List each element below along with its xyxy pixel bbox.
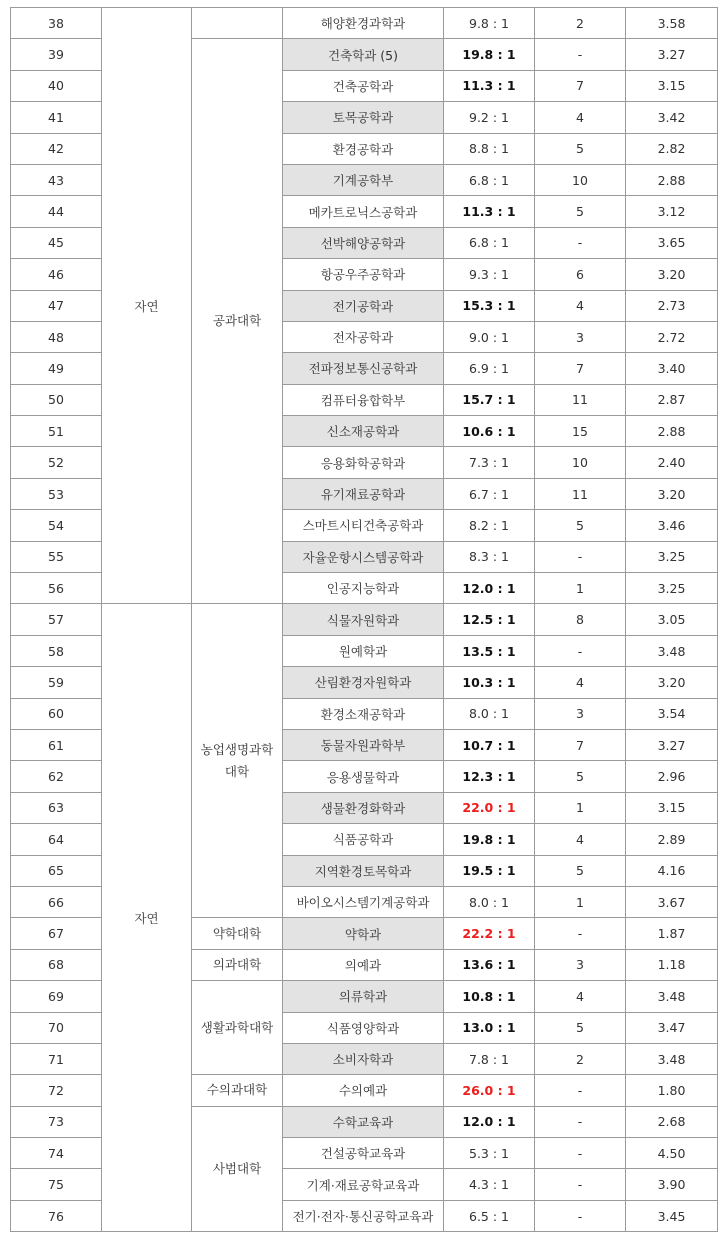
college-cell: 의과대학 [192, 949, 283, 980]
competition-ratio-cell: 6.8 : 1 [444, 164, 535, 195]
grade-cell: 2.96 [626, 761, 718, 792]
competition-ratio-cell: 8.0 : 1 [444, 698, 535, 729]
waitlist-cell: 1 [535, 573, 626, 604]
department-cell: 응용생물학과 [283, 761, 444, 792]
grade-cell: 3.48 [626, 635, 718, 666]
row-number-cell: 49 [11, 353, 102, 384]
grade-cell: 2.87 [626, 384, 718, 415]
department-cell: 항공우주공학과 [283, 259, 444, 290]
grade-cell: 3.48 [626, 1043, 718, 1074]
competition-ratio-cell: 13.6 : 1 [444, 949, 535, 980]
competition-ratio-cell: 10.7 : 1 [444, 729, 535, 760]
department-cell: 신소재공학과 [283, 416, 444, 447]
row-number-cell: 66 [11, 886, 102, 917]
department-cell: 유기재료공학과 [283, 478, 444, 509]
department-cell: 컴퓨터융합학부 [283, 384, 444, 415]
competition-ratio-cell: 19.8 : 1 [444, 824, 535, 855]
competition-ratio-cell: 10.3 : 1 [444, 667, 535, 698]
grade-cell: 1.87 [626, 918, 718, 949]
grade-cell: 3.90 [626, 1169, 718, 1200]
waitlist-cell: 5 [535, 133, 626, 164]
waitlist-cell: 11 [535, 384, 626, 415]
grade-cell: 3.05 [626, 604, 718, 635]
grade-cell: 3.15 [626, 70, 718, 101]
competition-ratio-cell: 22.2 : 1 [444, 918, 535, 949]
waitlist-cell: 10 [535, 447, 626, 478]
competition-ratio-cell: 9.8 : 1 [444, 8, 535, 39]
waitlist-cell: 5 [535, 510, 626, 541]
row-number-cell: 70 [11, 1012, 102, 1043]
college-cell: 사범대학 [192, 1106, 283, 1232]
grade-cell: 3.54 [626, 698, 718, 729]
competition-ratio-cell: 5.3 : 1 [444, 1138, 535, 1169]
grade-cell: 3.20 [626, 667, 718, 698]
department-cell: 해양환경과학과 [283, 8, 444, 39]
row-number-cell: 57 [11, 604, 102, 635]
waitlist-cell: 4 [535, 290, 626, 321]
department-cell: 약학과 [283, 918, 444, 949]
grade-cell: 3.47 [626, 1012, 718, 1043]
waitlist-cell: 1 [535, 886, 626, 917]
department-cell: 수의예과 [283, 1075, 444, 1106]
competition-ratio-cell: 12.5 : 1 [444, 604, 535, 635]
waitlist-cell: 1 [535, 792, 626, 823]
row-number-cell: 62 [11, 761, 102, 792]
waitlist-cell: 6 [535, 259, 626, 290]
department-cell: 산림환경자원학과 [283, 667, 444, 698]
row-number-cell: 67 [11, 918, 102, 949]
grade-cell: 3.12 [626, 196, 718, 227]
department-cell: 인공지능학과 [283, 573, 444, 604]
department-cell: 전자공학과 [283, 321, 444, 352]
row-number-cell: 45 [11, 227, 102, 258]
competition-ratio-cell: 15.3 : 1 [444, 290, 535, 321]
college-cell: 농업생명과학 대학 [192, 604, 283, 918]
waitlist-cell: 11 [535, 478, 626, 509]
competition-ratio-cell: 7.8 : 1 [444, 1043, 535, 1074]
competition-ratio-cell: 13.0 : 1 [444, 1012, 535, 1043]
competition-ratio-cell: 8.0 : 1 [444, 886, 535, 917]
department-cell: 자율운항시스템공학과 [283, 541, 444, 572]
competition-ratio-cell: 19.8 : 1 [444, 39, 535, 70]
row-number-cell: 71 [11, 1043, 102, 1074]
row-number-cell: 51 [11, 416, 102, 447]
grade-cell: 3.65 [626, 227, 718, 258]
grade-cell: 2.73 [626, 290, 718, 321]
grade-cell: 3.15 [626, 792, 718, 823]
grade-cell: 3.27 [626, 729, 718, 760]
department-cell: 선박해양공학과 [283, 227, 444, 258]
waitlist-cell: 4 [535, 667, 626, 698]
row-number-cell: 76 [11, 1200, 102, 1231]
track-cell: 자연 [102, 8, 192, 604]
row-number-cell: 41 [11, 102, 102, 133]
table-row [11, 8, 718, 39]
row-number-cell: 60 [11, 698, 102, 729]
grade-cell: 2.88 [626, 416, 718, 447]
waitlist-cell: - [535, 1075, 626, 1106]
competition-ratio-cell: 9.2 : 1 [444, 102, 535, 133]
department-cell: 건축공학과 [283, 70, 444, 101]
college-cell: 생활과학대학 [192, 981, 283, 1075]
row-number-cell: 75 [11, 1169, 102, 1200]
competition-ratio-cell: 4.3 : 1 [444, 1169, 535, 1200]
row-number-cell: 68 [11, 949, 102, 980]
competition-ratio-cell: 8.2 : 1 [444, 510, 535, 541]
department-cell: 식물자원학과 [283, 604, 444, 635]
department-cell: 전기·전자·통신공학교육과 [283, 1200, 444, 1231]
department-cell: 의예과 [283, 949, 444, 980]
waitlist-cell: 15 [535, 416, 626, 447]
row-number-cell: 55 [11, 541, 102, 572]
competition-ratio-cell: 6.8 : 1 [444, 227, 535, 258]
row-number-cell: 61 [11, 729, 102, 760]
department-cell: 건설공학교육과 [283, 1138, 444, 1169]
grade-cell: 4.16 [626, 855, 718, 886]
waitlist-cell: 2 [535, 8, 626, 39]
row-number-cell: 53 [11, 478, 102, 509]
competition-ratio-cell: 12.3 : 1 [444, 761, 535, 792]
department-cell: 환경소재공학과 [283, 698, 444, 729]
competition-ratio-cell: 6.5 : 1 [444, 1200, 535, 1231]
grade-cell: 2.72 [626, 321, 718, 352]
department-cell: 의류학과 [283, 981, 444, 1012]
department-cell: 메카트로닉스공학과 [283, 196, 444, 227]
department-cell: 토목공학과 [283, 102, 444, 133]
department-cell: 환경공학과 [283, 133, 444, 164]
competition-ratio-cell: 19.5 : 1 [444, 855, 535, 886]
row-number-cell: 72 [11, 1075, 102, 1106]
track-cell: 자연 [102, 604, 192, 1232]
competition-ratio-cell: 11.3 : 1 [444, 196, 535, 227]
row-number-cell: 38 [11, 8, 102, 39]
department-cell: 동물자원과학부 [283, 729, 444, 760]
waitlist-cell: 2 [535, 1043, 626, 1074]
row-number-cell: 50 [11, 384, 102, 415]
waitlist-cell: 4 [535, 824, 626, 855]
grade-cell: 3.48 [626, 981, 718, 1012]
competition-ratio-cell: 12.0 : 1 [444, 1106, 535, 1137]
department-cell: 소비자학과 [283, 1043, 444, 1074]
competition-ratio-cell: 11.3 : 1 [444, 70, 535, 101]
row-number-cell: 40 [11, 70, 102, 101]
row-number-cell: 59 [11, 667, 102, 698]
admission-table [10, 7, 718, 1232]
competition-ratio-cell: 6.9 : 1 [444, 353, 535, 384]
competition-ratio-cell: 9.0 : 1 [444, 321, 535, 352]
waitlist-cell: 5 [535, 1012, 626, 1043]
competition-ratio-cell: 26.0 : 1 [444, 1075, 535, 1106]
waitlist-cell: 5 [535, 855, 626, 886]
competition-ratio-cell: 22.0 : 1 [444, 792, 535, 823]
department-cell: 수학교육과 [283, 1106, 444, 1137]
department-cell: 기계공학부 [283, 164, 444, 195]
row-number-cell: 47 [11, 290, 102, 321]
waitlist-cell: - [535, 918, 626, 949]
grade-cell: 3.40 [626, 353, 718, 384]
grade-cell: 3.58 [626, 8, 718, 39]
row-number-cell: 48 [11, 321, 102, 352]
waitlist-cell: 7 [535, 729, 626, 760]
department-cell: 건축학과 (5) [283, 39, 444, 70]
waitlist-cell: - [535, 1169, 626, 1200]
college-cell [192, 8, 283, 39]
college-cell: 약학대학 [192, 918, 283, 949]
waitlist-cell: - [535, 1106, 626, 1137]
competition-ratio-cell: 12.0 : 1 [444, 573, 535, 604]
table-body [11, 8, 718, 1232]
department-cell: 전기공학과 [283, 290, 444, 321]
waitlist-cell: 10 [535, 164, 626, 195]
waitlist-cell: - [535, 635, 626, 666]
grade-cell: 3.45 [626, 1200, 718, 1231]
competition-ratio-cell: 8.3 : 1 [444, 541, 535, 572]
grade-cell: 2.40 [626, 447, 718, 478]
college-cell: 공과대학 [192, 39, 283, 604]
waitlist-cell: 4 [535, 102, 626, 133]
department-cell: 생물환경화학과 [283, 792, 444, 823]
table-row [11, 604, 718, 635]
grade-cell: 2.82 [626, 133, 718, 164]
competition-ratio-cell: 9.3 : 1 [444, 259, 535, 290]
waitlist-cell: 8 [535, 604, 626, 635]
waitlist-cell: 7 [535, 353, 626, 384]
college-cell: 수의과대학 [192, 1075, 283, 1106]
waitlist-cell: - [535, 541, 626, 572]
waitlist-cell: - [535, 1200, 626, 1231]
department-cell: 기계·재료공학교육과 [283, 1169, 444, 1200]
competition-ratio-cell: 13.5 : 1 [444, 635, 535, 666]
waitlist-cell: 5 [535, 196, 626, 227]
grade-cell: 3.27 [626, 39, 718, 70]
row-number-cell: 44 [11, 196, 102, 227]
row-number-cell: 46 [11, 259, 102, 290]
department-cell: 원예학과 [283, 635, 444, 666]
grade-cell: 3.67 [626, 886, 718, 917]
grade-cell: 1.80 [626, 1075, 718, 1106]
waitlist-cell: - [535, 1138, 626, 1169]
row-number-cell: 43 [11, 164, 102, 195]
waitlist-cell: 7 [535, 70, 626, 101]
row-number-cell: 42 [11, 133, 102, 164]
grade-cell: 4.50 [626, 1138, 718, 1169]
row-number-cell: 52 [11, 447, 102, 478]
row-number-cell: 69 [11, 981, 102, 1012]
row-number-cell: 39 [11, 39, 102, 70]
grade-cell: 3.20 [626, 478, 718, 509]
department-cell: 식품공학과 [283, 824, 444, 855]
waitlist-cell: - [535, 227, 626, 258]
row-number-cell: 58 [11, 635, 102, 666]
department-cell: 바이오시스템기계공학과 [283, 886, 444, 917]
grade-cell: 2.89 [626, 824, 718, 855]
department-cell: 지역환경토목학과 [283, 855, 444, 886]
competition-ratio-cell: 10.8 : 1 [444, 981, 535, 1012]
waitlist-cell: 3 [535, 949, 626, 980]
row-number-cell: 73 [11, 1106, 102, 1137]
row-number-cell: 64 [11, 824, 102, 855]
department-cell: 응용화학공학과 [283, 447, 444, 478]
row-number-cell: 63 [11, 792, 102, 823]
grade-cell: 2.88 [626, 164, 718, 195]
row-number-cell: 54 [11, 510, 102, 541]
grade-cell: 3.25 [626, 573, 718, 604]
grade-cell: 3.42 [626, 102, 718, 133]
grade-cell: 3.25 [626, 541, 718, 572]
grade-cell: 1.18 [626, 949, 718, 980]
department-cell: 전파정보통신공학과 [283, 353, 444, 384]
competition-ratio-cell: 15.7 : 1 [444, 384, 535, 415]
competition-ratio-cell: 8.8 : 1 [444, 133, 535, 164]
row-number-cell: 74 [11, 1138, 102, 1169]
waitlist-cell: 3 [535, 321, 626, 352]
row-number-cell: 65 [11, 855, 102, 886]
department-cell: 식품영양학과 [283, 1012, 444, 1043]
grade-cell: 3.46 [626, 510, 718, 541]
grade-cell: 2.68 [626, 1106, 718, 1137]
department-cell: 스마트시티건축공학과 [283, 510, 444, 541]
waitlist-cell: 3 [535, 698, 626, 729]
grade-cell: 3.20 [626, 259, 718, 290]
competition-ratio-cell: 6.7 : 1 [444, 478, 535, 509]
waitlist-cell: 4 [535, 981, 626, 1012]
waitlist-cell: - [535, 39, 626, 70]
waitlist-cell: 5 [535, 761, 626, 792]
competition-ratio-cell: 10.6 : 1 [444, 416, 535, 447]
row-number-cell: 56 [11, 573, 102, 604]
competition-ratio-cell: 7.3 : 1 [444, 447, 535, 478]
